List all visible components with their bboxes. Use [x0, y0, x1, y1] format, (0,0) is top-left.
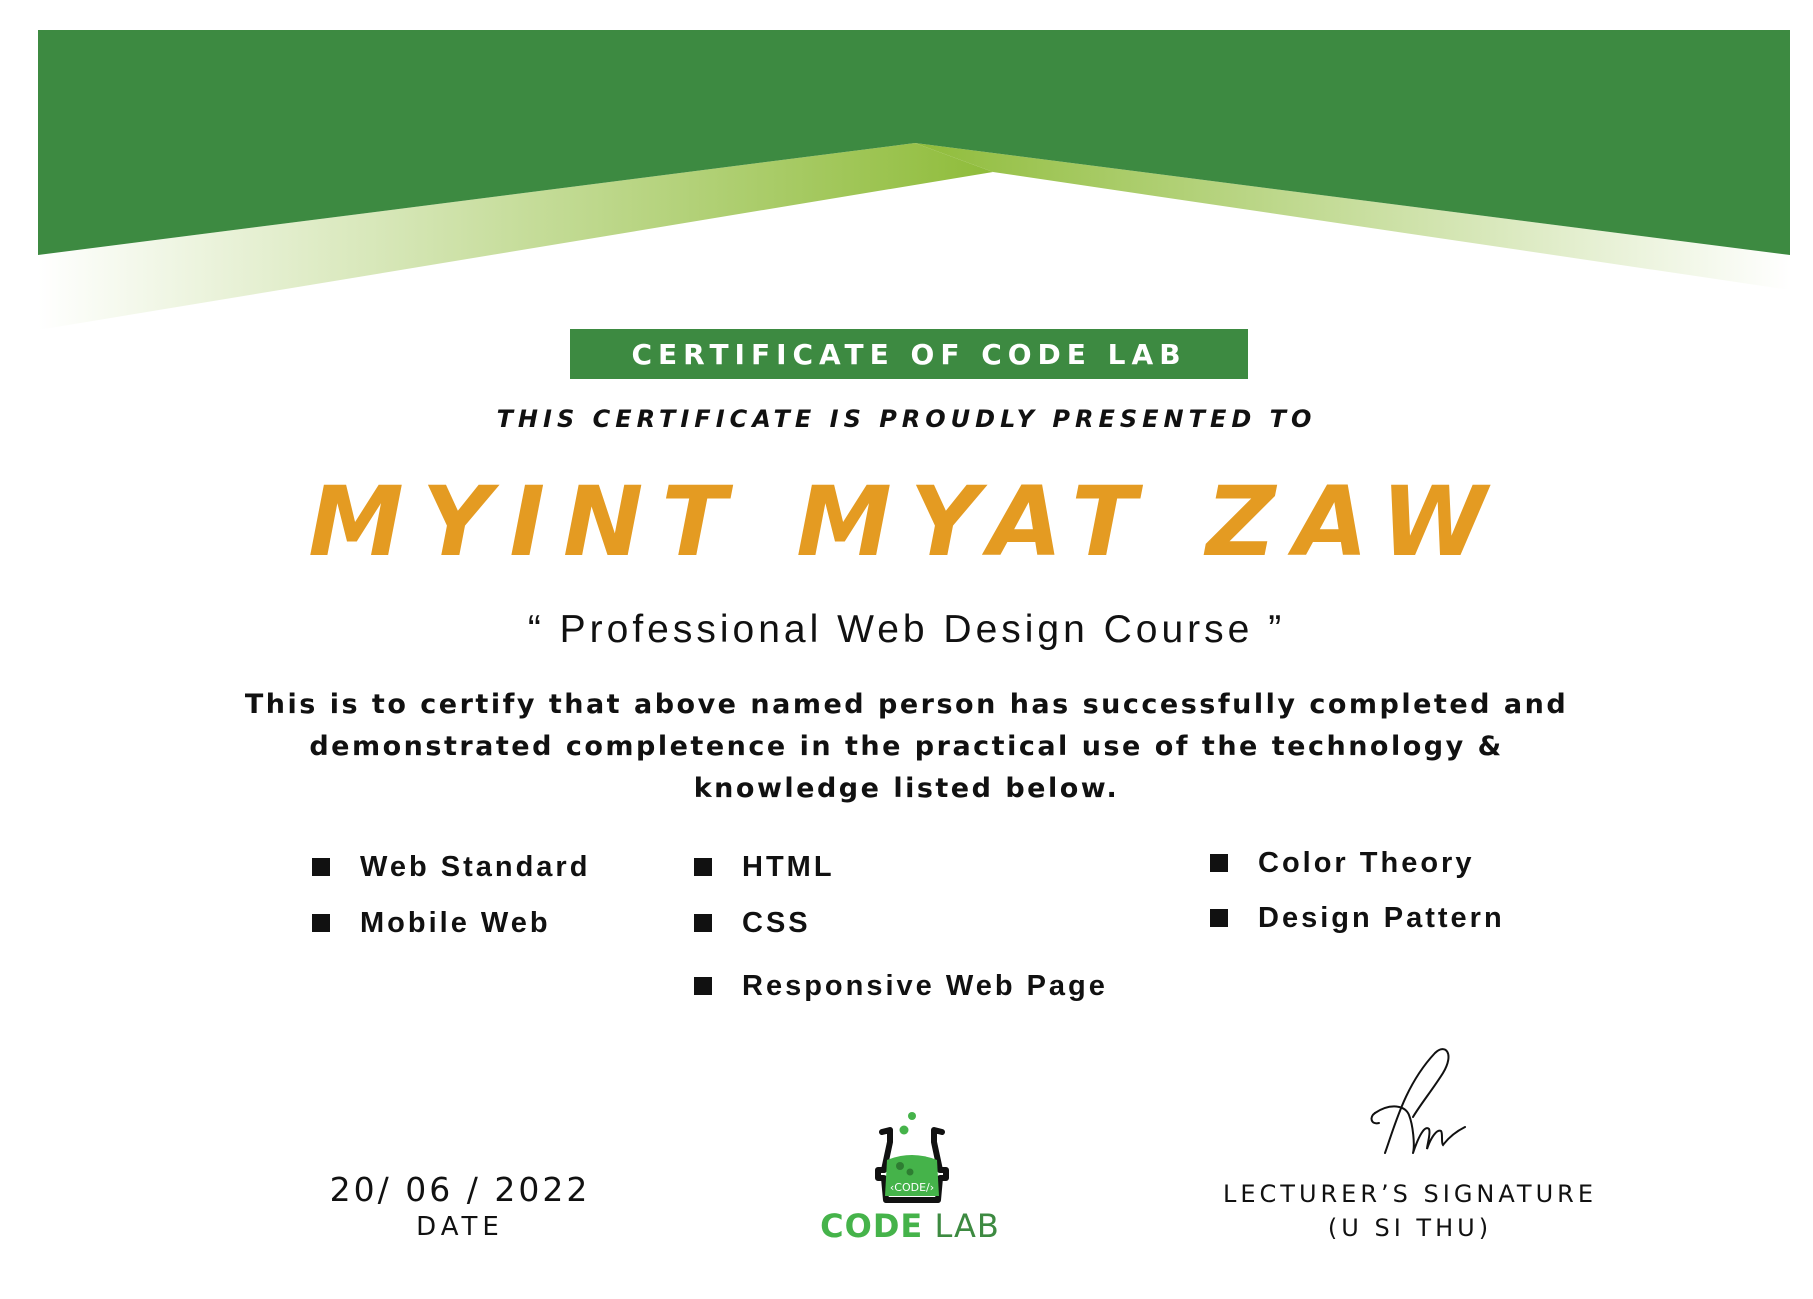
square-bullet-icon	[694, 914, 712, 932]
square-bullet-icon	[312, 858, 330, 876]
skill-label: Web Standard	[360, 850, 591, 883]
square-bullet-icon	[1210, 909, 1228, 927]
skill-item-html	[694, 849, 835, 885]
wordmark-code: CODE	[820, 1207, 924, 1245]
handwritten-signature	[1365, 1045, 1485, 1160]
skill-item-mobile-web	[312, 905, 551, 941]
skill-item-web-standard	[312, 849, 590, 885]
square-bullet-icon	[1210, 854, 1228, 872]
skill-item-css	[694, 905, 811, 941]
date-label: DATE	[416, 1212, 504, 1242]
header-banner	[0, 0, 1813, 340]
course-name: “ Professional Web Design Course ”	[527, 608, 1286, 651]
skill-label: Mobile Web	[360, 906, 551, 939]
certificate-title: CERTIFICATE OF CODE LAB	[570, 329, 1248, 379]
skill-label: Responsive Web Page	[742, 969, 1108, 1002]
skill-label: CSS	[742, 906, 811, 939]
square-bullet-icon	[312, 914, 330, 932]
square-bullet-icon	[694, 977, 712, 995]
certification-statement: This is to certify that above named person has successfully completed and demonstrated completence in the practical use of the technology & knowledge listed below.	[244, 689, 1569, 804]
signature-label: LECTURER’S SIGNATURE	[1222, 1180, 1597, 1208]
skill-label: HTML	[742, 850, 835, 883]
logo-badge-text: ‹CODE/›	[889, 1181, 935, 1194]
code-lab-wordmark	[780, 1207, 1040, 1245]
lecturer-name: (U SI THU)	[1327, 1214, 1493, 1242]
wordmark-lab: LAB	[923, 1207, 1000, 1245]
skill-label: Design Pattern	[1258, 901, 1505, 934]
skill-item-color-theory	[1210, 845, 1474, 881]
issue-date: 20/ 06 / 2022	[329, 1170, 591, 1209]
skill-label: Color Theory	[1258, 846, 1475, 879]
skill-item-design-pattern	[1210, 900, 1505, 936]
square-bullet-icon	[694, 858, 712, 876]
code-lab-logo-icon	[860, 1108, 960, 1208]
recipient-name: MYINT MYAT ZAW	[308, 466, 1505, 578]
presented-to-text: THIS CERTIFICATE IS PROUDLY PRESENTED TO	[496, 405, 1317, 433]
skill-item-responsive-web-page	[694, 968, 1108, 1004]
banner-dark-green	[38, 30, 1790, 255]
